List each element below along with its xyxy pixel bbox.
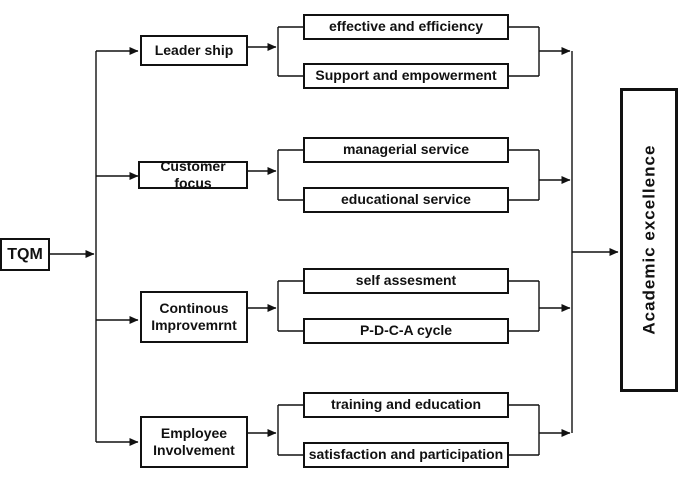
sub-item: effective and efficiency <box>303 14 509 40</box>
tqm-label: TQM <box>7 245 43 263</box>
pillar-label-line-2: Involvement <box>153 442 235 458</box>
sub-item: P-D-C-A cycle <box>303 318 509 344</box>
outcome-label: Academic excellence <box>639 144 659 336</box>
sub-item: Support and empowerment <box>303 63 509 89</box>
pillar-label-line-2: Improvemrnt <box>151 317 237 333</box>
pillar-leadership <box>140 35 248 66</box>
sub-item: self assesment <box>303 268 509 294</box>
pillar-continuous-improvement <box>140 291 248 343</box>
sub-item: satisfaction and participation <box>303 442 509 468</box>
sub-item: training and education <box>303 392 509 418</box>
pillar-label: Customer focus <box>160 157 226 191</box>
pillar-label-line-1: Continous <box>159 299 229 316</box>
tqm-box <box>0 238 50 271</box>
sub-item: educational service <box>303 187 509 213</box>
outcome-box <box>620 88 678 392</box>
pillar-customer-focus <box>138 157 248 191</box>
pillar-employee-involvement <box>140 416 248 468</box>
sub-item: managerial service <box>303 137 509 163</box>
pillar-label-line-1: Employee <box>160 424 228 441</box>
pillar-label: Leader ship <box>154 41 234 58</box>
